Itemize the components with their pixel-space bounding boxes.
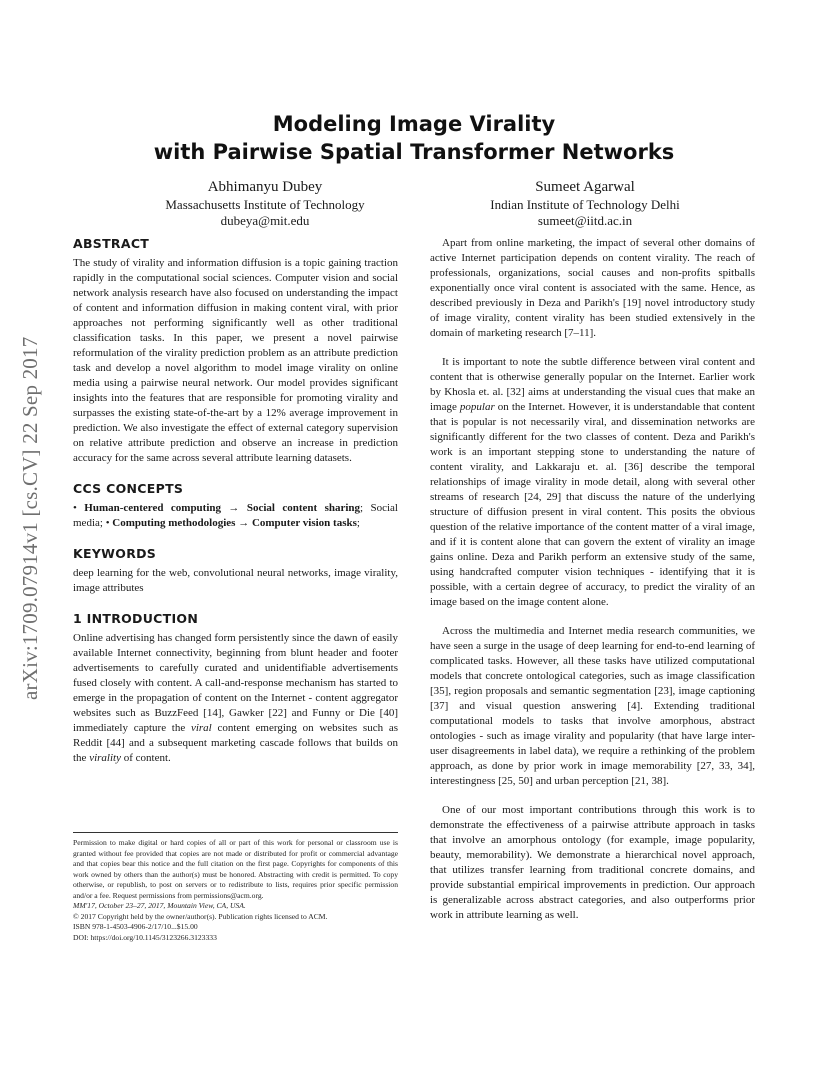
ccs-item-2: Computing methodologies → Computer vision tasks (112, 517, 357, 529)
right-paragraph-1: Apart from online marketing, the impact of several other domains of active Internet participation depends on content virality. The reach of professionals, organizations, social causes and non-profits spitballs exponentially once viral content is associated with the same. Hence, as described previously in Deza and Parikh's [19] novel introductory study of image virality, content virality has been studied extensively in the domain of marketing research [7–11]. (430, 237, 755, 339)
right-paragraph-2 (430, 355, 755, 610)
keywords-text: deep learning for the web, convolutional neural networks, image virality, image attributes (73, 567, 398, 594)
author-block-2 (440, 178, 730, 229)
introduction-paragraph (73, 631, 398, 766)
intro-emphasis: viral (190, 722, 212, 734)
author-affiliation: Indian Institute of Technology Delhi (490, 197, 680, 212)
isbn-text: ISBN 978-1-4503-4906-2/17/10...$15.00 (73, 922, 198, 931)
left-column (73, 236, 398, 781)
paragraph-text: on the Internet. However, it is understandable that content that is popular is not necessarily viral, and dissemination networks are significantly different for the two classes of content. Deza and Parikh's work is an important stepping stone to understanding the nature of content virality, and Lakkaraju et. al. [36] describe the temporal relationships of image virality in mode detail, along with several other streams of research [24, 29] that discuss the nature of the underlying structure of diffusion present in viral content. This posits the obvious question of the relative importance of the content matter of a viral image, and if it is content alone that can govern the extent of virality an image gains online. Deza and Parikh perform an extensive study of the same, using handcrafted computer vision techniques - identifying that it is possible, with a certain degree of accuracy, to predict the virality of an image based on the image content alone. (430, 401, 755, 608)
author-name: Sumeet Agarwal (535, 179, 635, 195)
abstract-text: The study of virality and information diffusion is a topic gaining traction rapidly in the computational social sciences. Computer vision and social network analysis research have also focused on understanding the impact of content and information diffusion in making content viral, with prior approaches not performing significantly well as other traditional classification tasks. In this paper, we present a novel pairwise reformulation of the virality prediction problem as an attribute prediction task and develop a novel algorithm to model image virality on online media using a pairwise neural network. Our model provides significant insights into the features that are responsible for promoting virality and surpasses the existing state-of-the-art by a 12% average improvement in prediction. We also investigate the effect of external category supervision on relative attribute prediction and observe an increase in prediction accuracy for the same across several attribute learning datasets. (73, 257, 398, 464)
abstract-heading: ABSTRACT (73, 236, 150, 251)
right-paragraph-4: One of our most important contributions through this work is to demonstrate the effectiveness of a pairwise attribute approach in tasks that involve an amorphous ontology (for example, image popularity, beauty, memorability). We demonstrate a hierarchical novel approach, that utilizes transfer learning from traditional concrete domains, and provide substantial empirical improvements in prediction. Our approach is generalizable across abstract categories, and also outperforms prior work in attribute learning as well. (430, 804, 755, 921)
ccs-text (73, 501, 398, 531)
paragraph-text: It is important to note the subtle difference between viral content and content that is otherwise generally popular on the Internet. Earlier work by Khosla et. al. [32] aims at understanding the visual cues that make an image (430, 356, 755, 413)
permission-text: Permission to make digital or hard copies of all or part of this work for personal or classroom use is granted without fee provided that copies are not made or distributed for profit or commercial advantage and that copies bear this notice and the full citation on the first page. Copyrights for components of this work owned by others than the author(s) must be honored. Abstracting with credit is permitted. To copy otherwise, or republish, to post on servers or to redistribute to lists, requires prior specific permission and/or a fee. Request permissions from permissions@acm.org. (73, 838, 398, 900)
keywords-heading: KEYWORDS (73, 546, 157, 561)
intro-text: content emerging on websites such as Reddit [44] and a subsequent marketing cascade follows that builds on the (73, 722, 398, 764)
keywords-section (73, 546, 398, 596)
introduction-heading: 1 INTRODUCTION (73, 611, 199, 626)
introduction-section (73, 611, 398, 766)
ccs-bullet: • (73, 502, 77, 514)
right-paragraph-3: Across the multimedia and Internet media research communities, we have seen a surge in the usage of deep learning for end-to-end learning of complicated tasks. However, all these tasks have utilized computational models that concrete ontological categories, such as image classification [35], region proposals and semantic segmentation [23], image captioning [37] and visual question answering [4]. Extending traditional computational models to tasks that involve amorphous, abstract ontologies - such as image virality and popularity (that have large inter-user disagreements in label data), we require a rethinking of the problem approach, as done by prior work in image memorability [27, 33, 34], interestingness [25, 50] and urban perception [21, 38]. (430, 625, 755, 787)
venue-text: MM'17, October 23–27, 2017, Mountain View, CA, USA. (73, 901, 246, 910)
ccs-heading: CCS CONCEPTS (73, 481, 184, 496)
abstract-section (73, 236, 398, 466)
arxiv-identifier[interactable]: arXiv:1709.07914v1 [cs.CV] 22 Sep 2017 (18, 336, 42, 700)
author-affiliation: Massachusetts Institute of Technology (165, 197, 365, 212)
author-block-1 (120, 178, 410, 229)
ccs-section (73, 481, 398, 531)
right-column (430, 236, 755, 937)
paper-title (0, 110, 828, 166)
ccs-bullet: • (105, 517, 110, 529)
copyright-text: © 2017 Copyright held by the owner/author(s). Publication rights licensed to ACM. (73, 911, 328, 921)
ccs-item-2-rest: ; (356, 517, 360, 529)
paragraph-emphasis: popular (459, 401, 495, 413)
doi-link[interactable]: DOI: https://doi.org/10.1145/3123266.3123333 (73, 932, 217, 942)
title-line-2: with Pairwise Spatial Transformer Networks (153, 140, 675, 164)
title-line-1: Modeling Image Virality (272, 112, 556, 136)
intro-emphasis: virality (89, 752, 121, 764)
author-email[interactable]: dubeya@mit.edu (220, 213, 310, 228)
permission-footnote (73, 832, 398, 943)
author-email[interactable]: sumeet@iitd.ac.in (537, 213, 633, 228)
intro-text: of content. (120, 752, 171, 764)
ccs-item-1-rest: ; Social media; (73, 502, 398, 529)
author-name: Abhimanyu Dubey (207, 179, 323, 195)
ccs-item-1: Human-centered computing → Social content sharing (84, 502, 361, 514)
intro-text: Online advertising has changed form persistently since the dawn of easily available Internet connectivity, beginning from blunt header and footer advertisements to carefully curated and unidentifiable advertisements fused closely with content. A call-and-response mechanism has started to emerge in the propagation of content on the Internet - content aggregator websites such as BuzzFeed [14], Gawker [22] and Funny or Die [40] immediately capture the (73, 632, 398, 734)
